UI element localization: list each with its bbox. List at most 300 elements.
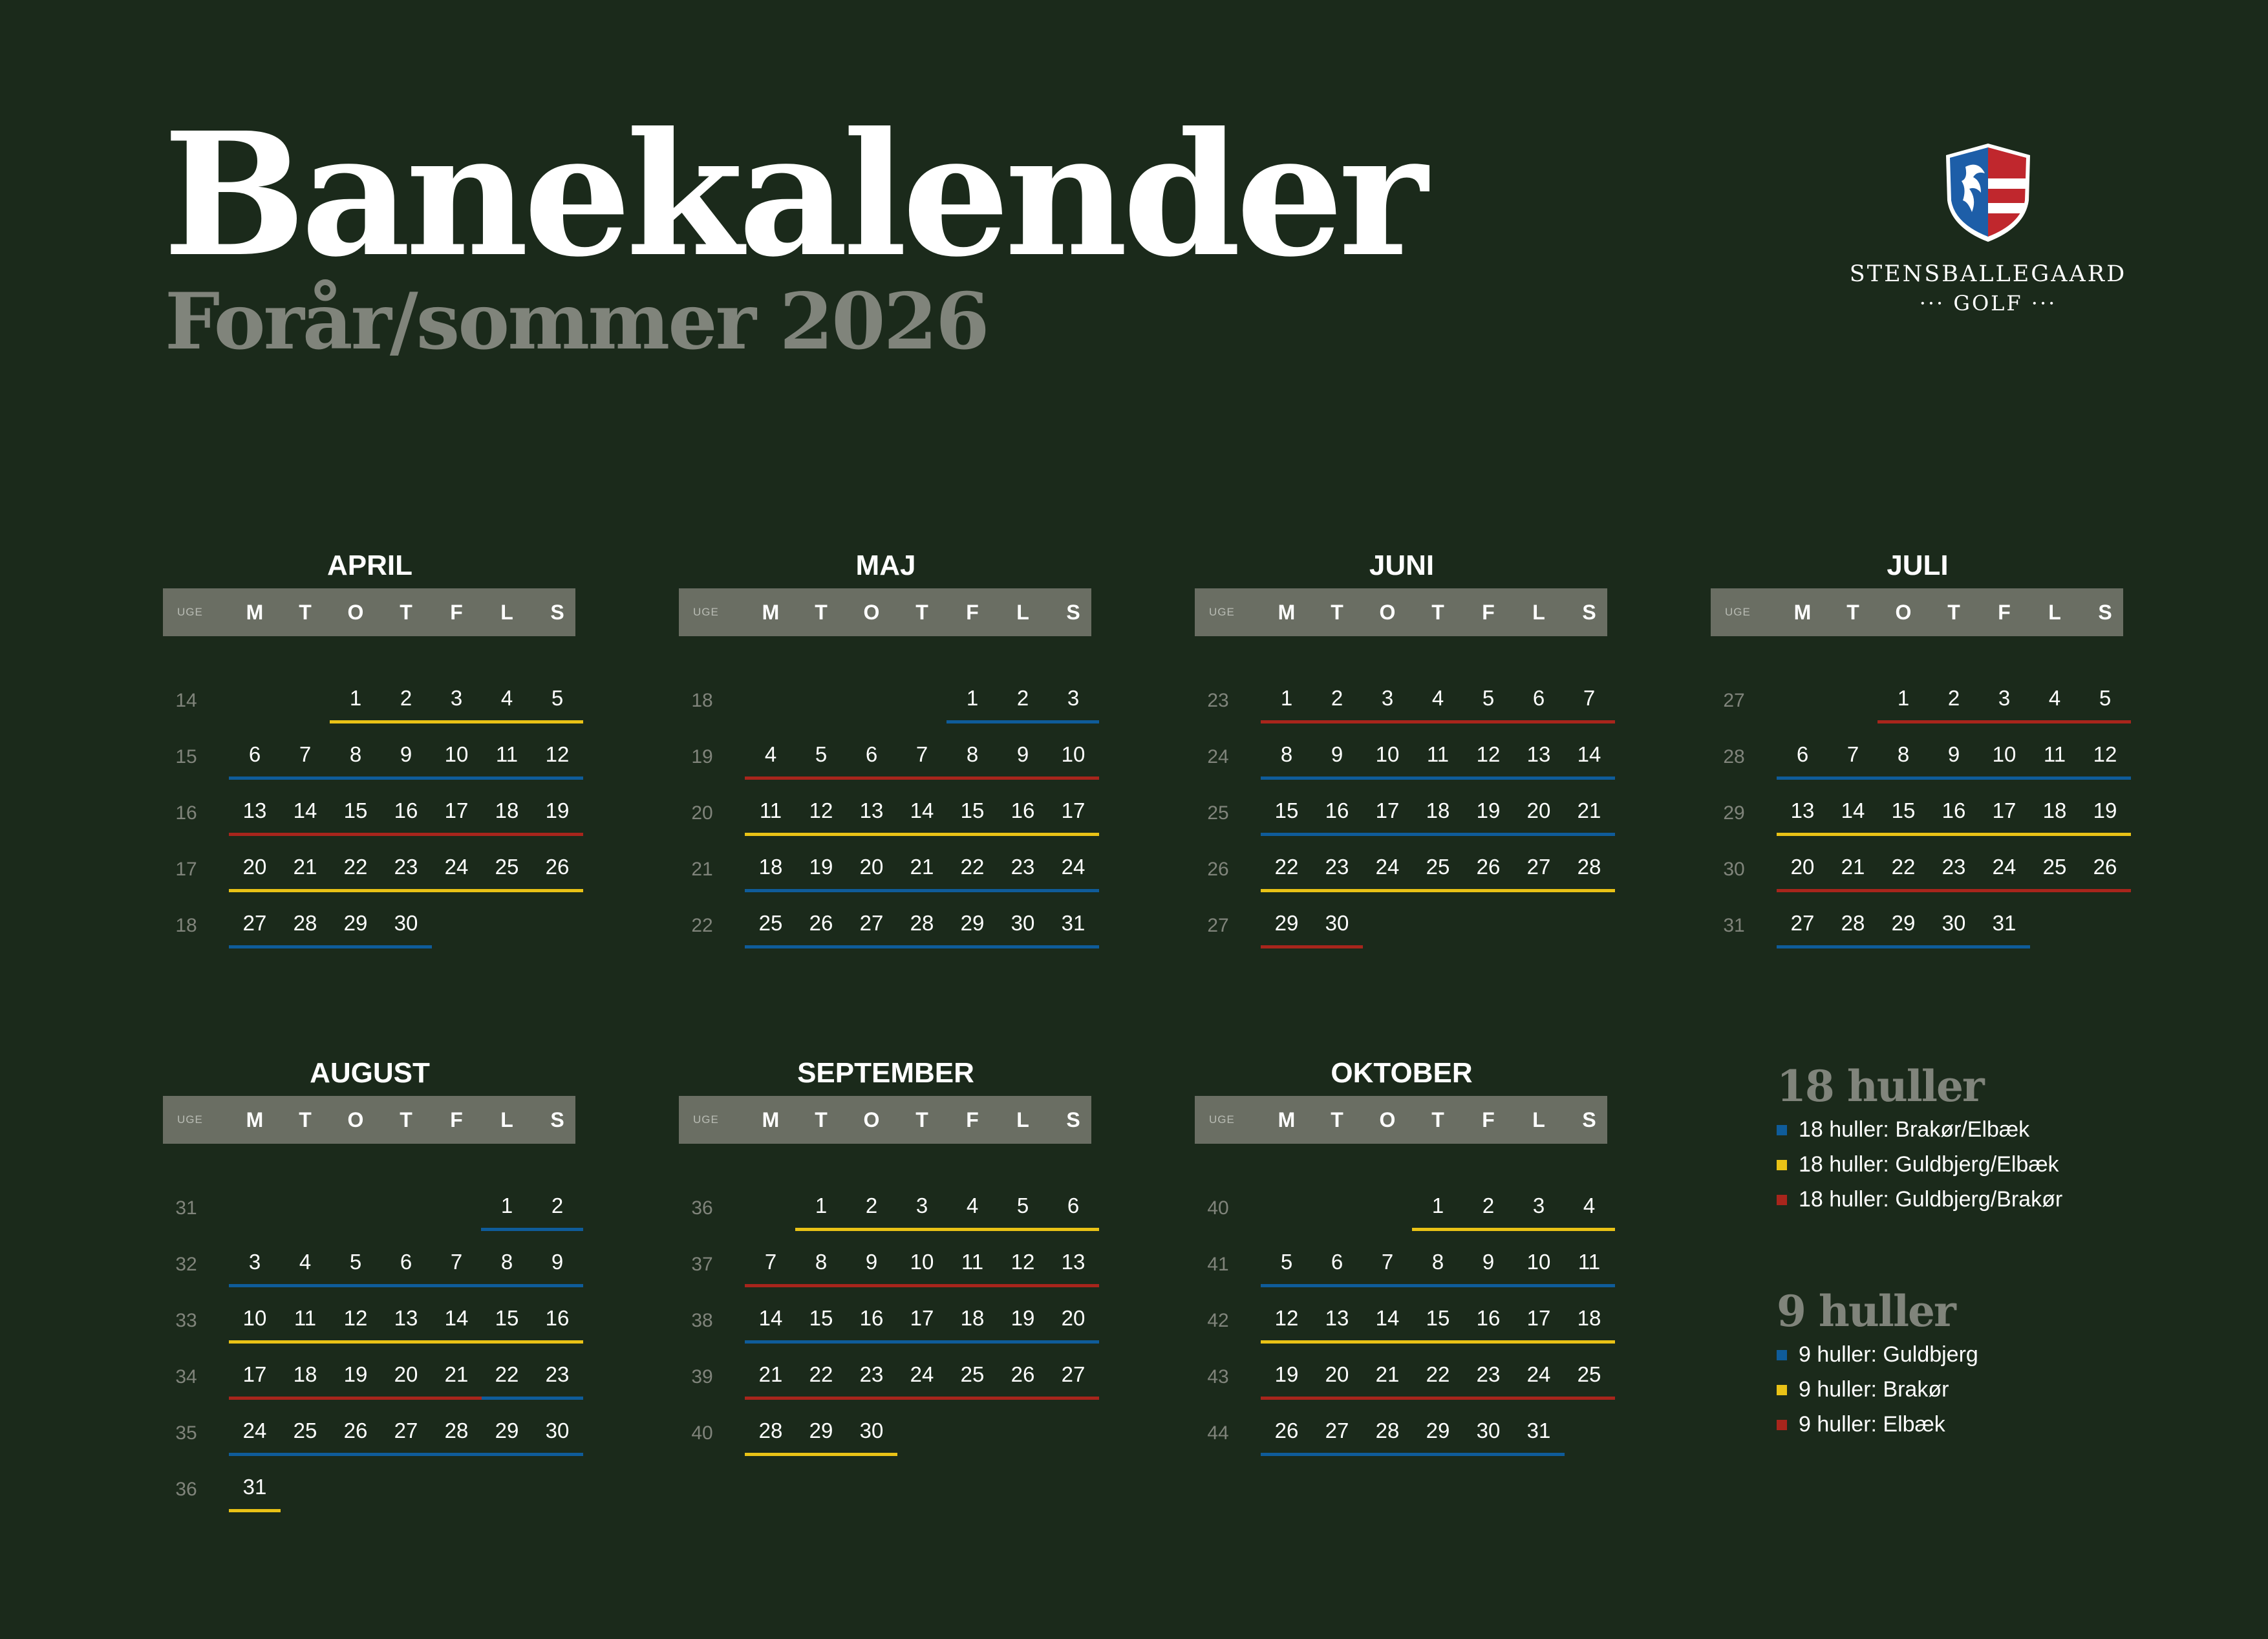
calendar-day: 13 [859, 798, 884, 822]
calendar-day: 6 [1331, 1250, 1343, 1274]
weekday-label: L [1016, 1108, 1029, 1131]
course-underline [330, 720, 583, 723]
calendar-day: 24 [1375, 855, 1400, 879]
course-underline [229, 833, 583, 836]
calendar-day: 2 [1947, 686, 1960, 710]
calendar-day: 23 [1476, 1362, 1501, 1386]
week-number: 38 [691, 1310, 713, 1331]
calendar-day: 11 [1578, 1250, 1601, 1274]
calendar-day: 5 [1482, 686, 1495, 710]
week-number: 20 [691, 802, 713, 824]
course-underline [745, 1397, 1099, 1400]
calendar-day: 23 [1011, 855, 1035, 879]
month-calendar [679, 1057, 1093, 1639]
weekday-label: M [246, 601, 264, 624]
weekday-label: L [500, 601, 513, 624]
page-subtitle: Forår/sommer 2026 [165, 276, 988, 367]
calendar-day: 7 [915, 742, 928, 766]
week-number: 24 [1207, 746, 1229, 767]
week-number: 27 [1207, 915, 1229, 936]
calendar-day: 11 [2043, 742, 2066, 766]
calendar-day: 2 [1016, 686, 1029, 710]
calendar-day: 26 [1011, 1362, 1035, 1386]
calendar-day: 22 [960, 855, 985, 879]
week-number: 40 [1207, 1197, 1229, 1219]
week-column-label: UGE [177, 1113, 203, 1126]
calendar-day: 14 [1841, 798, 1865, 822]
legend-9-holes [1777, 1285, 1978, 1442]
calendar-day: 25 [495, 855, 519, 879]
calendar-day: 14 [910, 798, 934, 822]
calendar-day: 22 [343, 855, 368, 879]
course-underline [229, 1397, 482, 1400]
calendar-day: 18 [1577, 1306, 1601, 1330]
calendar-day: 26 [1476, 855, 1501, 879]
calendar-day: 9 [551, 1250, 564, 1274]
calendar-day: 29 [960, 911, 985, 935]
calendar-day: 23 [1942, 855, 1966, 879]
weekday-label: O [863, 601, 880, 624]
calendar-day: 25 [1577, 1362, 1601, 1386]
calendar-day: 10 [444, 742, 469, 766]
calendar-day: 12 [809, 798, 833, 822]
week-number: 15 [175, 746, 197, 767]
weekday-label: S [550, 601, 564, 624]
weekday-label: O [863, 1108, 880, 1131]
course-underline [229, 889, 583, 892]
calendar-day: 12 [1476, 742, 1501, 766]
month-name: SEPTEMBER [797, 1057, 974, 1089]
color-swatch [1777, 1350, 1787, 1360]
calendar-day: 30 [1325, 911, 1349, 935]
month-name: JULI [1887, 550, 1949, 581]
weekday-label: L [1532, 1108, 1545, 1131]
calendar-day: 25 [293, 1419, 317, 1442]
calendar-day: 24 [444, 855, 469, 879]
week-number: 35 [175, 1422, 197, 1444]
week-number: 36 [691, 1197, 713, 1219]
calendar-day: 27 [1790, 911, 1815, 935]
calendar-day: 8 [1897, 742, 1910, 766]
calendar-day: 29 [1274, 911, 1299, 935]
page-title: Banekalender [163, 95, 1423, 294]
calendar-day: 16 [545, 1306, 570, 1330]
month-name: OKTOBER [1331, 1057, 1473, 1089]
month-calendar [1711, 550, 2124, 1131]
legend-label: 18 huller: Guldbjerg/Brakør [1799, 1187, 2063, 1212]
calendar-day: 9 [1482, 1250, 1495, 1274]
calendar-day: 4 [500, 686, 513, 710]
calendar-day: 3 [1381, 686, 1394, 710]
weekday-label: S [1066, 1108, 1080, 1131]
legend-label: 18 huller: Brakør/Elbæk [1799, 1117, 2030, 1142]
calendar-day: 28 [758, 1419, 783, 1442]
calendar-day: 17 [1375, 798, 1400, 822]
weekday-label: S [1066, 601, 1080, 624]
calendar-day: 8 [815, 1250, 828, 1274]
calendar-day: 4 [2048, 686, 2061, 710]
course-underline [481, 1228, 583, 1231]
weekday-label: T [1431, 601, 1444, 624]
calendar-day: 26 [809, 911, 833, 935]
calendar-day: 12 [343, 1306, 368, 1330]
calendar-day: 23 [1325, 855, 1349, 879]
weekday-label: T [299, 601, 312, 624]
calendar-day: 6 [1067, 1194, 1080, 1217]
calendar-day: 20 [1790, 855, 1815, 879]
week-number: 40 [691, 1422, 713, 1444]
weekday-label: O [347, 1108, 364, 1131]
calendar-day: 3 [1067, 686, 1080, 710]
calendar-day: 31 [242, 1475, 267, 1499]
week-column-label: UGE [693, 606, 719, 618]
legend-label: 9 huller: Elbæk [1799, 1412, 1945, 1437]
month-name: JUNI [1369, 550, 1435, 581]
course-underline [1777, 777, 2131, 780]
calendar-day: 11 [294, 1306, 317, 1330]
calendar-day: 5 [1280, 1250, 1293, 1274]
calendar-day: 27 [1061, 1362, 1086, 1386]
course-underline [1878, 720, 2131, 723]
calendar-day: 3 [915, 1194, 928, 1217]
calendar-day: 6 [400, 1250, 412, 1274]
weekday-label: T [1331, 601, 1343, 624]
week-column-label: UGE [1725, 606, 1751, 618]
calendar-day: 16 [394, 798, 418, 822]
calendar-day: 20 [394, 1362, 418, 1386]
calendar-day: 3 [1998, 686, 2011, 710]
course-underline [745, 1340, 1099, 1344]
calendar-day: 7 [764, 1250, 777, 1274]
calendar-day: 19 [1274, 1362, 1299, 1386]
month-calendar [163, 550, 577, 1131]
calendar-day: 8 [966, 742, 979, 766]
calendar-day: 29 [343, 911, 368, 935]
course-underline [1261, 777, 1615, 780]
legend-9-title: 9 huller [1777, 1286, 1955, 1336]
weekday-label: T [1846, 601, 1859, 624]
calendar-day: 6 [1532, 686, 1545, 710]
week-number: 26 [1207, 859, 1229, 880]
calendar-day: 21 [1375, 1362, 1400, 1386]
month-calendar [679, 550, 1093, 1131]
calendar-day: 16 [1942, 798, 1966, 822]
calendar-day: 23 [859, 1362, 884, 1386]
calendar-day: 21 [444, 1362, 469, 1386]
course-underline [1261, 889, 1615, 892]
calendar-day: 12 [545, 742, 570, 766]
week-number: 42 [1207, 1310, 1229, 1331]
calendar-day: 5 [815, 742, 828, 766]
legend-18-holes [1777, 1060, 2062, 1217]
weekday-label: M [1278, 1108, 1296, 1131]
calendar-day: 17 [910, 1306, 934, 1330]
week-number: 32 [175, 1254, 197, 1275]
calendar-day: 11 [961, 1250, 984, 1274]
shield-crest-icon [1940, 141, 2037, 244]
calendar-day: 1 [1280, 686, 1293, 710]
calendar-day: 11 [1426, 742, 1450, 766]
calendar-day: 26 [2093, 855, 2117, 879]
calendar-day: 4 [1431, 686, 1444, 710]
legend-18-title: 18 huller [1777, 1061, 1984, 1111]
color-swatch [1777, 1160, 1787, 1170]
calendar-day: 4 [966, 1194, 979, 1217]
calendar-day: 15 [1426, 1306, 1450, 1330]
week-number: 44 [1207, 1422, 1229, 1444]
calendar-day: 28 [1375, 1419, 1400, 1442]
calendar-day: 23 [545, 1362, 570, 1386]
weekday-label: F [1998, 601, 2011, 624]
calendar-day: 24 [1061, 855, 1086, 879]
course-underline [229, 945, 432, 948]
calendar-day: 16 [859, 1306, 884, 1330]
weekday-label: S [2098, 601, 2112, 624]
week-number: 25 [1207, 802, 1229, 824]
calendar-day: 12 [1011, 1250, 1035, 1274]
calendar-day: 15 [1891, 798, 1916, 822]
color-swatch [1777, 1385, 1787, 1395]
course-underline [1261, 720, 1615, 723]
calendar-day: 14 [1577, 742, 1601, 766]
calendar-day: 31 [1992, 911, 2017, 935]
calendar-day: 2 [1482, 1194, 1495, 1217]
course-underline [1261, 1397, 1615, 1400]
calendar-day: 17 [1061, 798, 1086, 822]
weekday-label: T [915, 1108, 928, 1131]
calendar-day: 25 [758, 911, 783, 935]
calendar-day: 4 [1583, 1194, 1596, 1217]
calendar-day: 20 [859, 855, 884, 879]
weekday-header [1711, 588, 2123, 636]
weekday-label: F [1482, 601, 1495, 624]
calendar-day: 18 [293, 1362, 317, 1386]
weekday-label: O [1895, 601, 1912, 624]
calendar-day: 30 [1011, 911, 1035, 935]
calendar-day: 28 [444, 1419, 469, 1442]
calendar-day: 19 [1011, 1306, 1035, 1330]
weekday-label: F [450, 601, 463, 624]
calendar-day: 16 [1011, 798, 1035, 822]
course-underline [229, 1509, 281, 1512]
calendar-day: 26 [1274, 1419, 1299, 1442]
calendar-day: 21 [910, 855, 934, 879]
legend-item [1777, 1112, 2062, 1147]
legend-label: 9 huller: Guldbjerg [1799, 1342, 1978, 1367]
weekday-label: O [1379, 1108, 1396, 1131]
calendar-day: 7 [1846, 742, 1859, 766]
calendar-day: 2 [400, 686, 412, 710]
calendar-day: 30 [545, 1419, 570, 1442]
calendar-day: 24 [242, 1419, 267, 1442]
course-underline [229, 777, 583, 780]
course-underline [745, 1453, 897, 1456]
weekday-label: T [1331, 1108, 1343, 1131]
calendar-day: 25 [1426, 855, 1450, 879]
weekday-label: L [1532, 601, 1545, 624]
weekday-header [163, 588, 575, 636]
calendar-day: 10 [1375, 742, 1400, 766]
calendar-day: 31 [1526, 1419, 1551, 1442]
week-number: 34 [175, 1366, 197, 1387]
calendar-day: 22 [495, 1362, 519, 1386]
legend-label: 18 huller: Guldbjerg/Elbæk [1799, 1152, 2059, 1177]
legend-item [1777, 1147, 2062, 1182]
calendar-day: 15 [960, 798, 985, 822]
weekday-label: M [1278, 601, 1296, 624]
calendar-day: 22 [1274, 855, 1299, 879]
calendar-day: 22 [1426, 1362, 1450, 1386]
calendar-day: 17 [242, 1362, 267, 1386]
calendar-day: 21 [1841, 855, 1865, 879]
calendar-day: 30 [1476, 1419, 1501, 1442]
weekday-label: T [1947, 601, 1960, 624]
calendar-day: 1 [500, 1194, 513, 1217]
calendar-day: 19 [545, 798, 570, 822]
calendar-day: 15 [495, 1306, 519, 1330]
weekday-label: M [762, 601, 780, 624]
calendar-day: 22 [809, 1362, 833, 1386]
week-column-label: UGE [1209, 1113, 1235, 1126]
calendar-day: 13 [394, 1306, 418, 1330]
calendar-day: 1 [815, 1194, 828, 1217]
color-swatch [1777, 1195, 1787, 1205]
week-column-label: UGE [177, 606, 203, 618]
calendar-day: 12 [2093, 742, 2117, 766]
calendar-day: 8 [349, 742, 362, 766]
calendar-day: 26 [545, 855, 570, 879]
calendar-day: 19 [809, 855, 833, 879]
calendar-day: 9 [400, 742, 412, 766]
calendar-day: 20 [1061, 1306, 1086, 1330]
course-underline [229, 1284, 583, 1287]
calendar-day: 2 [1331, 686, 1343, 710]
calendar-day: 27 [1325, 1419, 1349, 1442]
weekday-label: S [550, 1108, 564, 1131]
week-number: 29 [1723, 802, 1745, 824]
week-number: 33 [175, 1310, 197, 1331]
weekday-label: S [1582, 1108, 1596, 1131]
calendar-day: 28 [910, 911, 934, 935]
calendar-day: 14 [1375, 1306, 1400, 1330]
calendar-day: 31 [1061, 911, 1086, 935]
week-number: 41 [1207, 1254, 1229, 1275]
calendar-day: 26 [343, 1419, 368, 1442]
calendar-day: 10 [242, 1306, 267, 1330]
course-underline [947, 720, 1099, 723]
calendar-day: 24 [1992, 855, 2017, 879]
calendar-day: 17 [1526, 1306, 1551, 1330]
calendar-day: 8 [1431, 1250, 1444, 1274]
week-number: 14 [175, 690, 197, 711]
week-number: 27 [1723, 690, 1745, 711]
course-underline [482, 1397, 583, 1400]
calendar-day: 15 [343, 798, 368, 822]
week-column-label: UGE [1209, 606, 1235, 618]
weekday-label: L [2048, 601, 2061, 624]
calendar-day: 29 [809, 1419, 833, 1442]
course-underline [1261, 945, 1363, 948]
legend-item [1777, 1407, 1978, 1442]
weekday-header [163, 1096, 575, 1144]
weekday-label: F [966, 1108, 979, 1131]
calendar-day: 10 [910, 1250, 934, 1274]
calendar-day: 12 [1274, 1306, 1299, 1330]
week-number: 28 [1723, 746, 1745, 767]
calendar-day: 13 [1790, 798, 1815, 822]
week-number: 19 [691, 746, 713, 767]
course-underline [229, 1340, 583, 1344]
calendar-day: 7 [450, 1250, 463, 1274]
calendar-day: 30 [394, 911, 418, 935]
calendar-day: 27 [859, 911, 884, 935]
calendar-day: 14 [444, 1306, 469, 1330]
logo-name: STENSBALLEGAARD [1849, 261, 2127, 287]
course-underline [745, 1284, 1099, 1287]
weekday-label: M [1793, 601, 1812, 624]
calendar-day: 25 [2042, 855, 2067, 879]
weekday-label: T [815, 1108, 828, 1131]
calendar-day: 23 [394, 855, 418, 879]
calendar-day: 10 [1061, 742, 1086, 766]
calendar-day: 21 [293, 855, 317, 879]
weekday-label: L [1016, 601, 1029, 624]
calendar-day: 30 [1942, 911, 1966, 935]
calendar-day: 29 [1426, 1419, 1450, 1442]
weekday-header [679, 588, 1091, 636]
week-number: 18 [175, 915, 197, 936]
calendar-day: 11 [495, 742, 519, 766]
calendar-day: 5 [349, 1250, 362, 1274]
weekday-label: T [299, 1108, 312, 1131]
course-underline [1261, 1453, 1565, 1456]
legend-item [1777, 1182, 2062, 1217]
calendar-day: 29 [1891, 911, 1916, 935]
calendar-day: 24 [910, 1362, 934, 1386]
club-logo [1849, 141, 2127, 316]
month-name: AUGUST [310, 1057, 430, 1089]
calendar-day: 16 [1476, 1306, 1501, 1330]
logo-subname: ··· GOLF ··· [1919, 291, 2057, 316]
weekday-label: F [966, 601, 979, 624]
month-name: APRIL [327, 550, 412, 581]
calendar-day: 19 [343, 1362, 368, 1386]
calendar-day: 20 [1325, 1362, 1349, 1386]
weekday-label: L [500, 1108, 513, 1131]
week-number: 37 [691, 1254, 713, 1275]
calendar-day: 10 [1526, 1250, 1551, 1274]
calendar-day: 9 [1016, 742, 1029, 766]
calendar-day: 7 [1381, 1250, 1394, 1274]
course-underline [1261, 1340, 1615, 1344]
calendar-day: 18 [495, 798, 519, 822]
calendar-day: 15 [809, 1306, 833, 1330]
weekday-label: O [347, 601, 364, 624]
calendar-day: 28 [293, 911, 317, 935]
calendar-day: 24 [1526, 1362, 1551, 1386]
weekday-label: S [1582, 601, 1596, 624]
calendar-day: 2 [865, 1194, 878, 1217]
calendar-day: 6 [865, 742, 878, 766]
calendar-day: 14 [293, 798, 317, 822]
calendar-day: 19 [2093, 798, 2117, 822]
calendar-day: 18 [960, 1306, 985, 1330]
month-calendar [1195, 1057, 1609, 1639]
week-column-label: UGE [693, 1113, 719, 1126]
calendar-day: 6 [1796, 742, 1809, 766]
weekday-header [1195, 588, 1607, 636]
week-number: 36 [175, 1479, 197, 1500]
